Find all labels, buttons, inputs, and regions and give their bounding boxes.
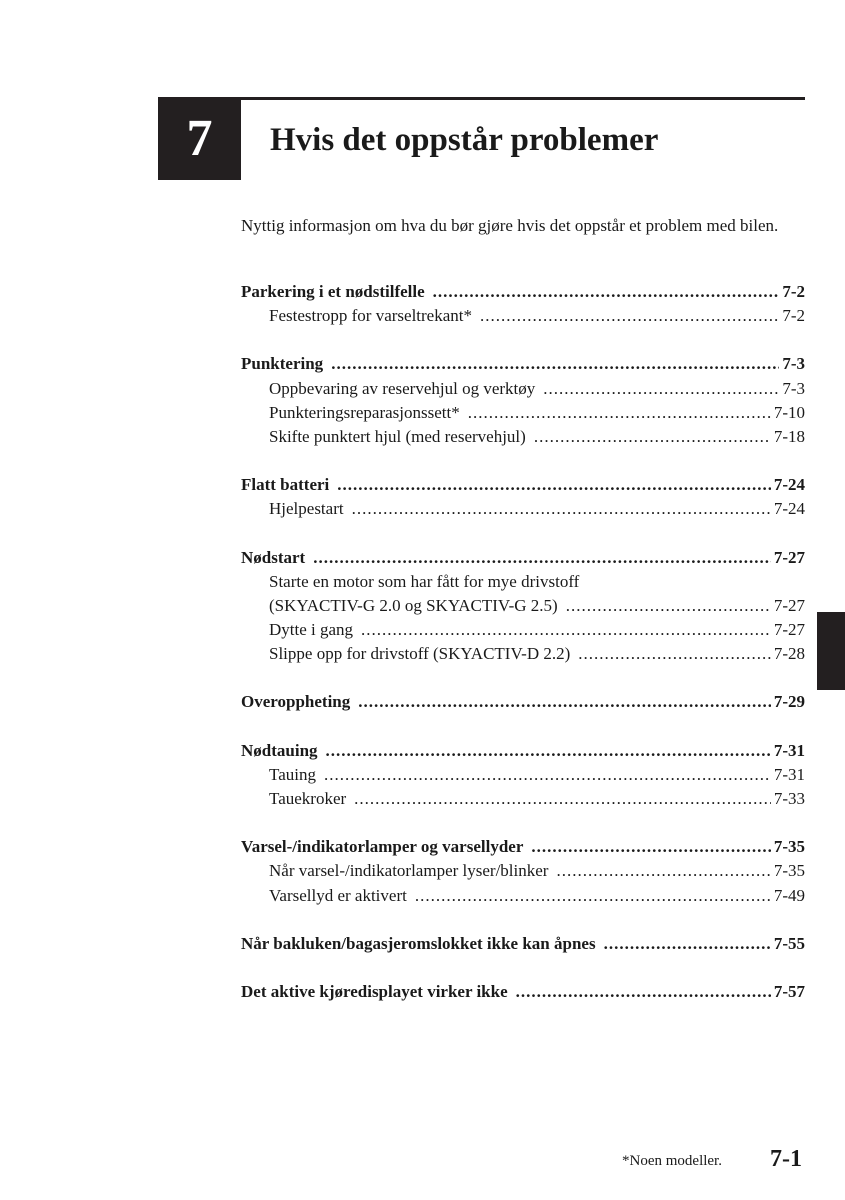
toc-entry[interactable] [241, 425, 805, 449]
dot-leader [531, 835, 770, 859]
dot-leader [556, 859, 770, 883]
dot-leader [543, 377, 779, 401]
toc-entry[interactable] [241, 787, 805, 811]
table-of-contents [241, 280, 805, 1028]
chapter-number-box [158, 97, 241, 180]
toc-entry-label: Punkteringsreparasjonssett* [269, 402, 460, 422]
toc-entry-label: (SKYACTIV-G 2.0 og SKYACTIV-G 2.5) [269, 595, 558, 615]
chapter-title: Hvis det oppstår problemer [270, 122, 659, 158]
toc-entry-label: Tauing [269, 764, 316, 784]
dot-leader [480, 304, 779, 328]
header-rule [241, 97, 805, 100]
toc-page-ref: 7-55 [773, 933, 805, 953]
dot-leader [604, 932, 771, 956]
toc-page-ref: 7-27 [773, 547, 805, 567]
dot-leader [415, 884, 771, 908]
dot-leader [324, 763, 771, 787]
dot-leader [326, 739, 771, 763]
page-number: 7-1 [770, 1146, 802, 1172]
toc-entry[interactable] [241, 763, 805, 787]
toc-entry[interactable] [241, 377, 805, 401]
dot-leader [361, 618, 771, 642]
toc-entry-label: Festestropp for varseltrekant* [269, 306, 472, 326]
dot-leader [331, 352, 779, 376]
toc-page-ref: 7-2 [782, 306, 805, 326]
toc-entry[interactable] [241, 642, 805, 666]
toc-section-title: Flatt batteri [241, 475, 330, 495]
toc-page-ref: 7-49 [773, 885, 805, 905]
toc-entry[interactable] [241, 401, 805, 425]
toc-section [241, 739, 805, 812]
toc-entry-label: Slippe opp for drivstoff (SKYACTIV-D 2.2) [269, 644, 571, 664]
dot-leader [433, 280, 780, 304]
dot-leader [313, 546, 771, 570]
toc-page-ref: 7-28 [773, 644, 805, 664]
toc-page-ref: 7-33 [773, 789, 805, 808]
toc-section [241, 690, 805, 714]
toc-section-heading[interactable] [241, 473, 805, 497]
dot-leader [566, 594, 771, 618]
toc-entry-label: Når varsel-/indikatorlamper lyser/blinker [269, 861, 549, 881]
toc-page-ref: 7-31 [773, 740, 805, 760]
toc-entry-label: Starte en motor som har fått for mye drivstoff [269, 571, 580, 591]
toc-section-title: Nødtauing [241, 740, 318, 760]
toc-section-heading[interactable] [241, 352, 805, 376]
toc-page-ref: 7-27 [773, 595, 805, 615]
toc-section-heading[interactable] [241, 739, 805, 763]
dot-leader [516, 980, 771, 1004]
dot-leader [468, 401, 771, 425]
toc-section-title: Parkering i et nødstilfelle [241, 282, 425, 301]
toc-entry-label: Skifte punktert hjul (med reservehjul) [269, 426, 526, 446]
toc-page-ref: 7-10 [773, 402, 805, 422]
toc-section-heading[interactable] [241, 932, 805, 956]
toc-section [241, 352, 805, 449]
toc-page-ref: 7-3 [782, 378, 805, 398]
toc-entry[interactable] [241, 884, 805, 908]
toc-page-ref: 7-3 [782, 354, 805, 374]
toc-section-heading[interactable] [241, 835, 805, 859]
toc-entry[interactable] [241, 618, 805, 642]
toc-section [241, 280, 805, 328]
dot-leader [358, 690, 771, 714]
toc-page-ref: 7-31 [773, 764, 805, 784]
toc-entry[interactable] [241, 570, 805, 594]
toc-section [241, 473, 805, 521]
toc-entry-label: Varsellyd er aktivert [269, 885, 407, 905]
toc-entry-label: Oppbevaring av reservehjul og verktøy [269, 378, 536, 398]
toc-section-title: Når bakluken/bagasjeromslokket ikke kan åpnes [241, 933, 596, 953]
toc-section-title: Punktering [241, 354, 324, 374]
dot-leader [534, 425, 771, 449]
toc-section-heading[interactable] [241, 980, 805, 1004]
toc-section-title: Nødstart [241, 547, 306, 567]
toc-entry[interactable] [241, 594, 805, 618]
toc-entry-label: Hjelpestart [269, 499, 344, 519]
toc-section [241, 932, 805, 956]
dot-leader [578, 642, 771, 666]
chapter-intro: Nyttig informasjon om hva du bør gjøre hvis det oppstår et problem med bilen. [241, 216, 779, 235]
toc-entry-label: Tauekroker [269, 789, 347, 808]
chapter-number: 7 [186, 109, 213, 167]
toc-section-heading[interactable] [241, 280, 805, 304]
toc-section [241, 835, 805, 908]
toc-entry[interactable] [241, 304, 805, 328]
toc-page-ref: 7-24 [773, 475, 805, 495]
toc-entry-label: Dytte i gang [269, 620, 354, 640]
toc-page-ref: 7-29 [773, 692, 805, 712]
dot-leader [354, 787, 771, 811]
toc-page-ref: 7-18 [773, 426, 805, 446]
chapter-thumb-tab [817, 612, 845, 690]
toc-section-title: Overoppheting [241, 692, 351, 712]
toc-section-heading[interactable] [241, 690, 805, 714]
toc-section [241, 546, 805, 667]
dot-leader [352, 497, 771, 521]
toc-section-title: Det aktive kjøredisplayet virker ikke [241, 981, 508, 1001]
toc-page-ref: 7-2 [782, 282, 805, 301]
toc-page-ref: 7-57 [773, 981, 805, 1001]
toc-page-ref: 7-35 [773, 861, 805, 881]
toc-entry[interactable] [241, 497, 805, 521]
toc-entry[interactable] [241, 859, 805, 883]
toc-section [241, 980, 805, 1004]
toc-page-ref: 7-24 [773, 499, 805, 519]
toc-section-heading[interactable] [241, 546, 805, 570]
toc-page-ref: 7-27 [773, 620, 805, 640]
toc-page-ref: 7-35 [773, 837, 805, 857]
dot-leader [337, 473, 771, 497]
toc-section-title: Varsel-/indikatorlamper og varsellyder [241, 837, 524, 857]
footnote: *Noen modeller. [622, 1153, 722, 1169]
